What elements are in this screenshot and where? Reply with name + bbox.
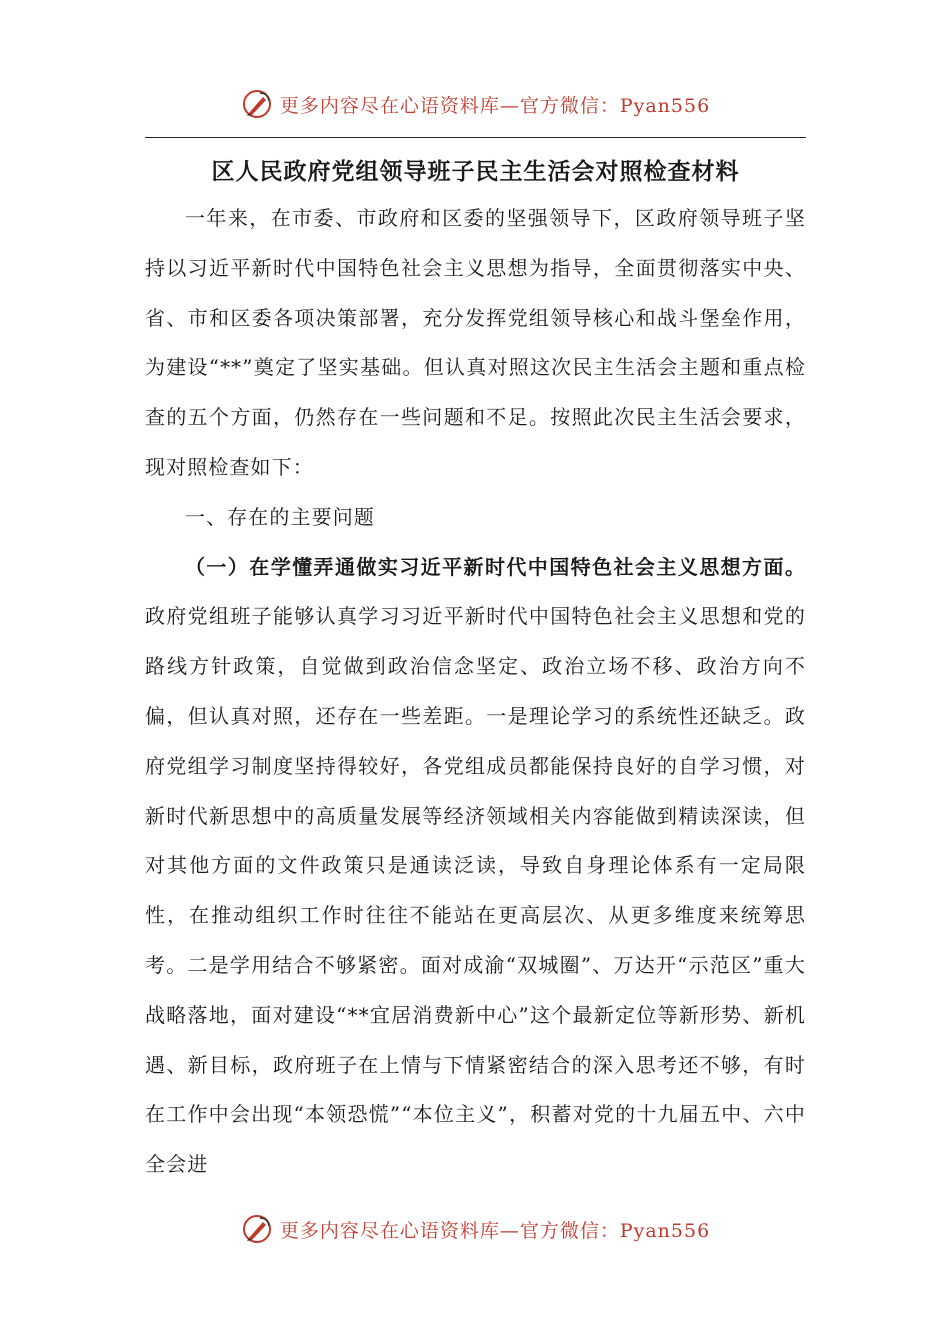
document-body bbox=[145, 150, 806, 1190]
subsection-body: 政府党组班子能够认真学习习近平新时代中国特色社会主义思想和党的路线方针政策，自觉做到政治信念坚定、政治立场不移、政治方向不偏，但认真对照，还存在一些差距。一是理论学习的系统性还缺乏。政府党组学习制度坚持得较好，各党组成员都能保持良好的自学习惯，对新时代新思想中的高质量发展等经济领域相关内容能做到精读深读，但对其他方面的文件政策只是通读泛读，导致自身理论体系有一定局限性，在推动组织工作时往往不能站在更高层次、从更多维度来统筹思考。二是学用结合不够紧密。面对成渝“双城圈”、万达开“示范区”重大战略落地，面对建设“**宜居消费新中心”这个最新定位等新形势、新机遇、新目标，政府班子在上情与下情紧密结合的深入思考还不够，有时在工作中会出现“本领恐慌”“本位主义”，积蓄对党的十九届五中、六中全会进 bbox=[145, 604, 806, 1177]
watermark-text: 更多内容尽在心语资料库—官方微信：Pyan556 bbox=[279, 94, 711, 117]
document-title: 区人民政府党组领导班子民主生活会对照检查材料 bbox=[211, 158, 740, 185]
header-divider bbox=[145, 137, 806, 138]
section-heading: 一、存在的主要问题 bbox=[185, 504, 375, 529]
footer-watermark bbox=[0, 1209, 950, 1249]
header-watermark bbox=[0, 84, 950, 124]
subsection-lead: （一）在学懂弄通做实习近平新时代中国特色社会主义思想方面。 bbox=[185, 554, 806, 579]
pen-emblem-icon bbox=[240, 87, 274, 121]
watermark-text: 更多内容尽在心语资料库—官方微信：Pyan556 bbox=[279, 1219, 711, 1242]
intro-paragraph: 一年来，在市委、市政府和区委的坚强领导下，区政府领导班子坚持以习近平新时代中国特色社会主义思想为指导，全面贯彻落实中央、省、市和区委各项决策部署，充分发挥党组领导核心和战斗堡垒作用，为建设“**”奠定了坚实基础。但认真对照这次民主生活会主题和重点检查的五个方面，仍然存在一些问题和不足。按照此次民主生活会要求，现对照检查如下： bbox=[145, 206, 806, 479]
subsection-paragraph bbox=[145, 543, 806, 1190]
pen-emblem-icon bbox=[240, 1212, 274, 1246]
